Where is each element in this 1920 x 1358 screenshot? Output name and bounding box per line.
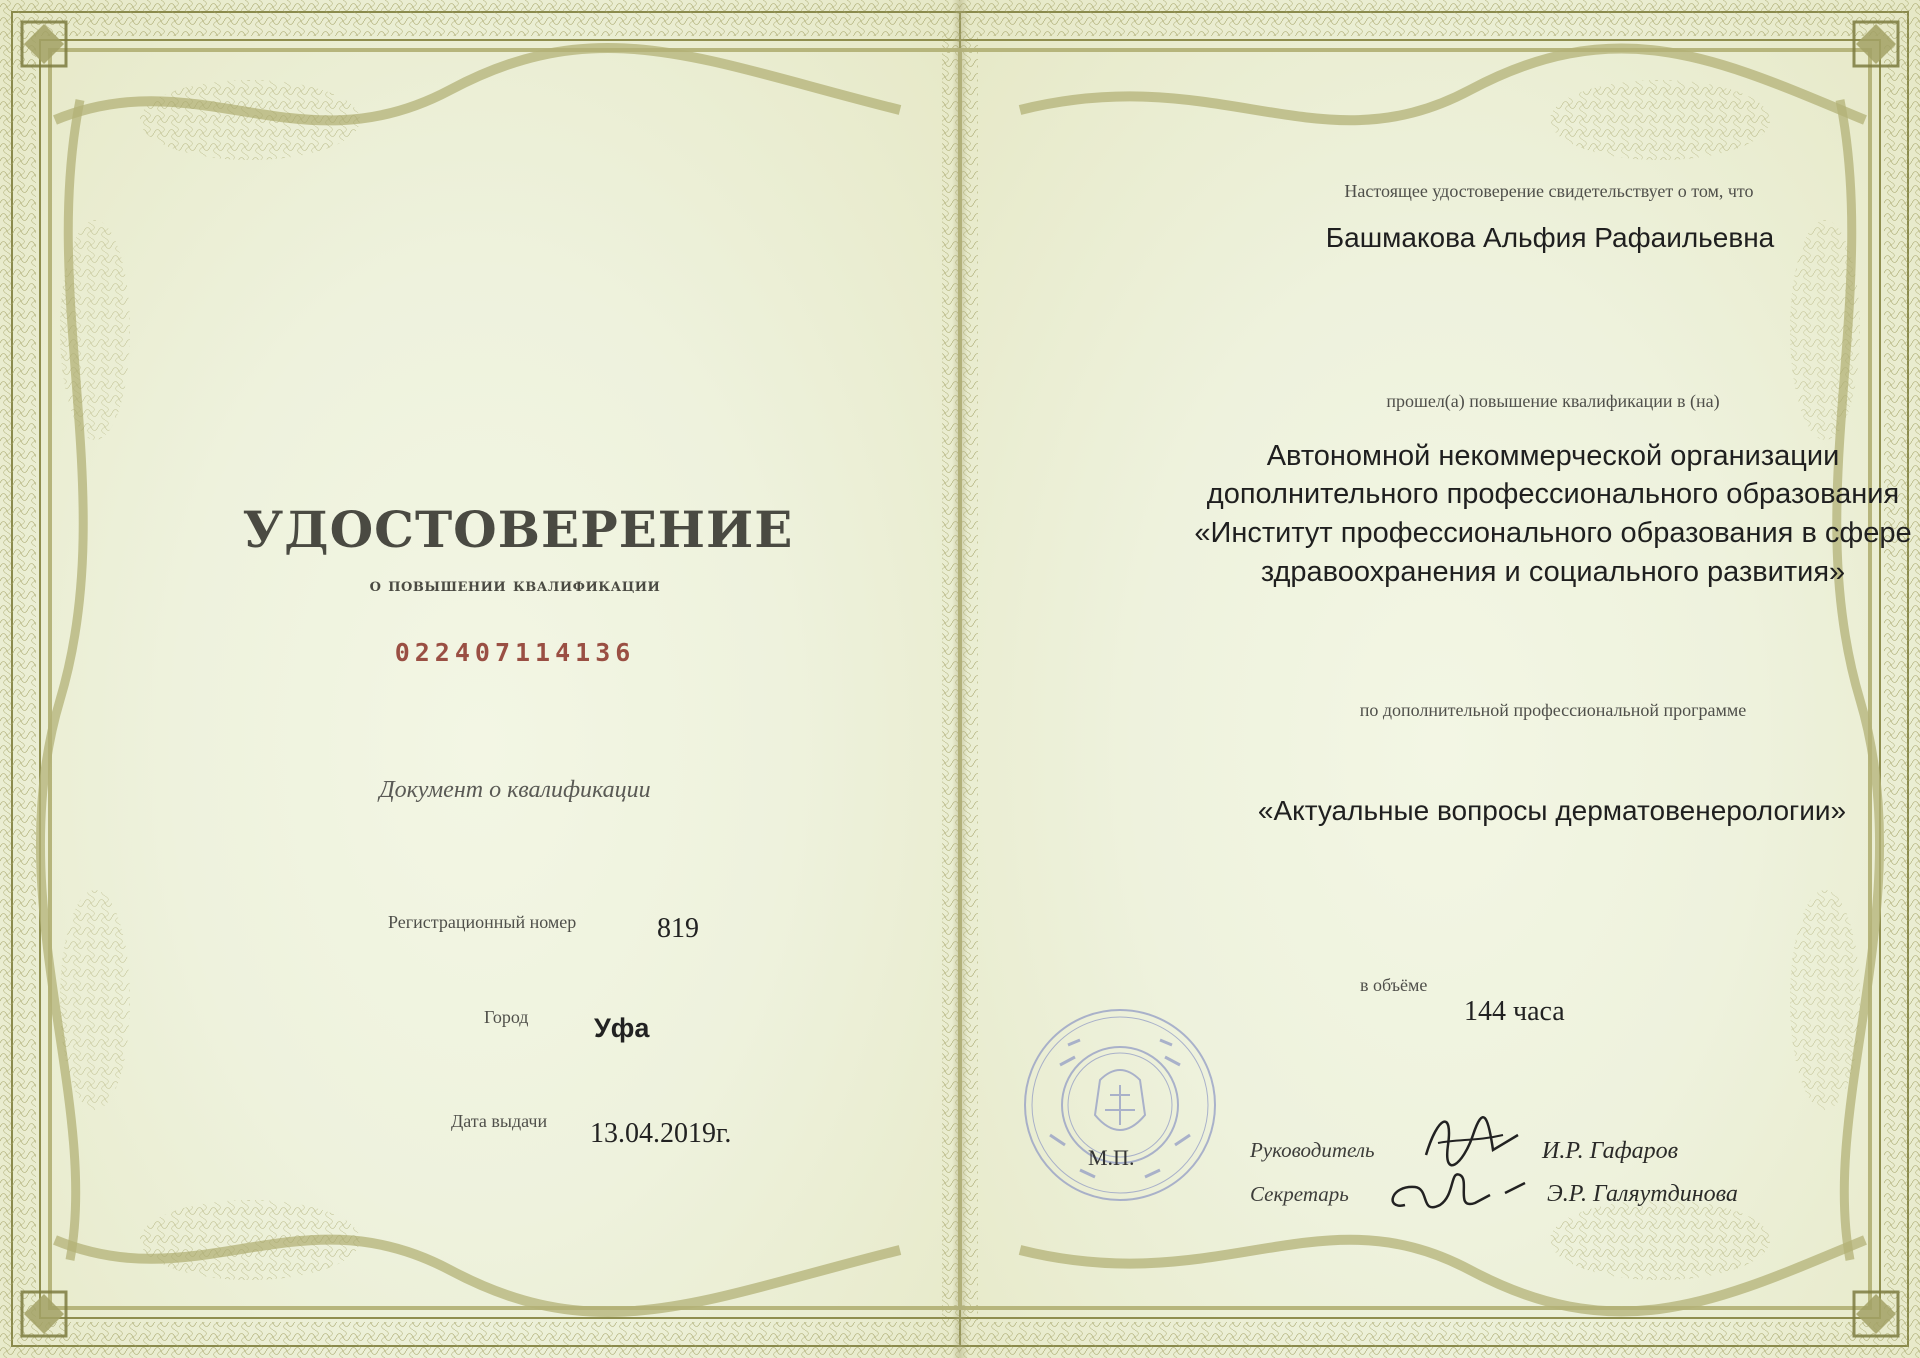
city-label: Город [484, 1007, 529, 1027]
issue-date-label: Дата выдачи [451, 1111, 548, 1131]
head-name: И.Р. Гафаров [1542, 1138, 1679, 1164]
seal-label: М.П. [1088, 1145, 1135, 1170]
round-seal-stamp-icon [1020, 1005, 1220, 1205]
registration-label: Регистрационный номер [388, 912, 577, 932]
document-title: УДОСТОВЕРЕНИЕ [242, 500, 794, 559]
program-intro: по дополнительной профессиональной программе [1359, 700, 1747, 720]
document-subtitle: о повышении квалификации [369, 575, 661, 596]
organization-line-3: «Институт профессионального образования в сфере [1194, 517, 1912, 549]
secretary-label: Секретарь [1250, 1182, 1349, 1206]
center-fold [952, 0, 968, 1358]
serial-number: 022407114136 [394, 638, 636, 667]
completed-text: прошел(а) повышение квалификации в (на) [1386, 391, 1720, 411]
organization-line-4: здравоохранения и социального развития» [1260, 556, 1846, 588]
secretary-name: Э.Р. Галяутдинова [1547, 1181, 1738, 1207]
program-name: «Актуальные вопросы дерматовенерологии» [1257, 795, 1847, 826]
issue-date-value: 13.04.2019г. [590, 1118, 732, 1149]
organization-line-1: Автономной некоммерческой организации [1266, 440, 1840, 472]
volume-label: в объёме [1360, 975, 1428, 995]
organization-line-2: дополнительного профессионального образования [1206, 478, 1900, 510]
city-value: Уфа [594, 1013, 650, 1043]
document-type: Документ о квалификации [379, 777, 651, 803]
right-page [960, 0, 1920, 1358]
secretary-signature-icon [1380, 1165, 1530, 1225]
volume-value: 144 часа [1464, 996, 1565, 1027]
certifies-text: Настоящее удостоверение свидетельствует о том, что [1344, 181, 1754, 201]
head-label: Руководитель [1250, 1138, 1375, 1162]
registration-value: 819 [657, 913, 699, 944]
recipient-name: Башмакова Альфия Рафаильевна [1325, 222, 1775, 253]
